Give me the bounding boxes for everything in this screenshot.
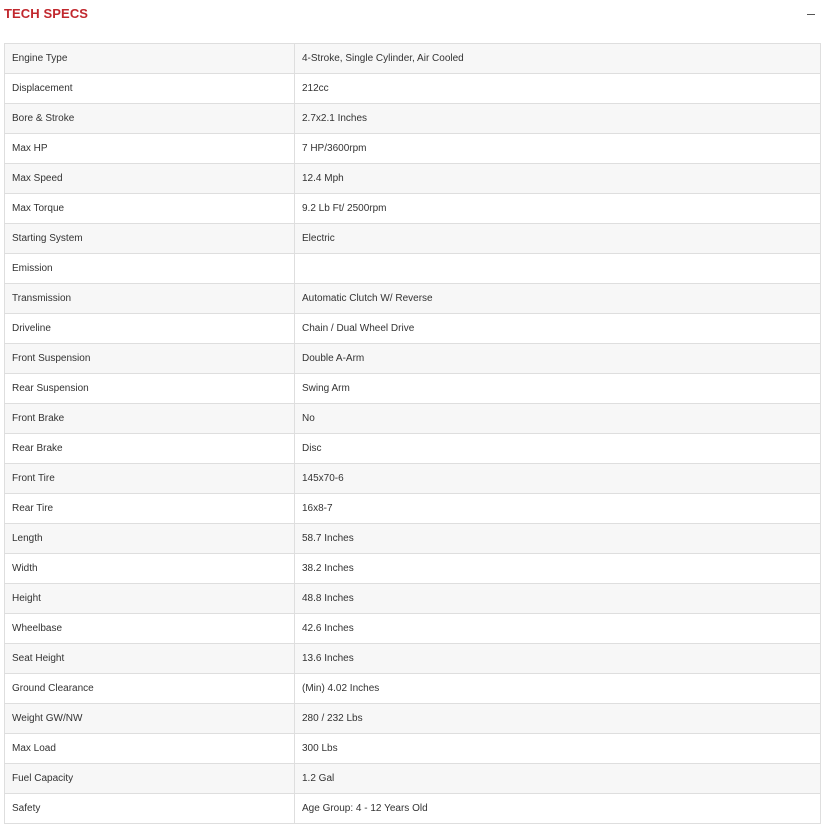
spec-label: Engine Type <box>5 44 295 74</box>
spec-value: Disc <box>295 434 821 464</box>
spec-row <box>5 524 821 554</box>
spec-value: Swing Arm <box>295 374 821 404</box>
spec-row <box>5 374 821 404</box>
specs-body <box>5 44 821 824</box>
spec-label: Ground Clearance <box>5 674 295 704</box>
spec-row <box>5 614 821 644</box>
spec-label: Starting System <box>5 224 295 254</box>
spec-value: No <box>295 404 821 434</box>
spec-value: 280 / 232 Lbs <box>295 704 821 734</box>
spec-label: Fuel Capacity <box>5 764 295 794</box>
spec-value: 145x70-6 <box>295 464 821 494</box>
spec-value: 13.6 Inches <box>295 644 821 674</box>
spec-value: 1.2 Gal <box>295 764 821 794</box>
spec-row <box>5 764 821 794</box>
spec-value: 12.4 Mph <box>295 164 821 194</box>
spec-label: Safety <box>5 794 295 824</box>
spec-label: Transmission <box>5 284 295 314</box>
spec-value: 4-Stroke, Single Cylinder, Air Cooled <box>295 44 821 74</box>
spec-value: 7 HP/3600rpm <box>295 134 821 164</box>
spec-row <box>5 494 821 524</box>
tech-specs-header[interactable] <box>0 0 826 30</box>
spec-row <box>5 434 821 464</box>
spec-value: Automatic Clutch W/ Reverse <box>295 284 821 314</box>
section-title: TECH SPECS <box>4 6 89 21</box>
spec-label: Length <box>5 524 295 554</box>
spec-value: Electric <box>295 224 821 254</box>
spec-row <box>5 194 821 224</box>
spec-row <box>5 344 821 374</box>
spec-label: Max Torque <box>5 194 295 224</box>
spec-label: Height <box>5 584 295 614</box>
spec-row <box>5 554 821 584</box>
spec-value: 300 Lbs <box>295 734 821 764</box>
spec-label: Wheelbase <box>5 614 295 644</box>
spec-value <box>295 254 821 284</box>
spec-row <box>5 794 821 824</box>
spec-value: 38.2 Inches <box>295 554 821 584</box>
spec-row <box>5 734 821 764</box>
spec-label: Max HP <box>5 134 295 164</box>
spec-row <box>5 164 821 194</box>
spec-row <box>5 464 821 494</box>
spec-row <box>5 704 821 734</box>
spec-value: Chain / Dual Wheel Drive <box>295 314 821 344</box>
spec-label: Rear Suspension <box>5 374 295 404</box>
spec-label: Rear Tire <box>5 494 295 524</box>
spec-value: 9.2 Lb Ft/ 2500rpm <box>295 194 821 224</box>
spec-value: Age Group: 4 - 12 Years Old <box>295 794 821 824</box>
spec-label: Emission <box>5 254 295 284</box>
spec-value: 48.8 Inches <box>295 584 821 614</box>
spec-label: Front Tire <box>5 464 295 494</box>
spec-label: Bore & Stroke <box>5 104 295 134</box>
specs-table <box>4 43 821 824</box>
spec-label: Rear Brake <box>5 434 295 464</box>
spec-value: 212cc <box>295 74 821 104</box>
spec-row <box>5 674 821 704</box>
spec-label: Front Suspension <box>5 344 295 374</box>
spec-label: Displacement <box>5 74 295 104</box>
spec-value: 2.7x2.1 Inches <box>295 104 821 134</box>
spec-label: Seat Height <box>5 644 295 674</box>
spec-value: 16x8-7 <box>295 494 821 524</box>
spec-row <box>5 254 821 284</box>
spec-row <box>5 314 821 344</box>
spec-row <box>5 44 821 74</box>
spec-row <box>5 404 821 434</box>
spec-value: 58.7 Inches <box>295 524 821 554</box>
minus-icon[interactable] <box>804 6 820 22</box>
spec-row <box>5 584 821 614</box>
spec-label: Front Brake <box>5 404 295 434</box>
minus-bar <box>807 14 815 15</box>
spec-value: 42.6 Inches <box>295 614 821 644</box>
spec-value: (Min) 4.02 Inches <box>295 674 821 704</box>
spec-row <box>5 104 821 134</box>
spec-label: Max Speed <box>5 164 295 194</box>
spec-label: Weight GW/NW <box>5 704 295 734</box>
spec-row <box>5 134 821 164</box>
spec-value: Double A-Arm <box>295 344 821 374</box>
spec-row <box>5 74 821 104</box>
spec-row <box>5 224 821 254</box>
spec-row <box>5 284 821 314</box>
spec-label: Max Load <box>5 734 295 764</box>
spec-row <box>5 644 821 674</box>
spec-label: Width <box>5 554 295 584</box>
spec-label: Driveline <box>5 314 295 344</box>
